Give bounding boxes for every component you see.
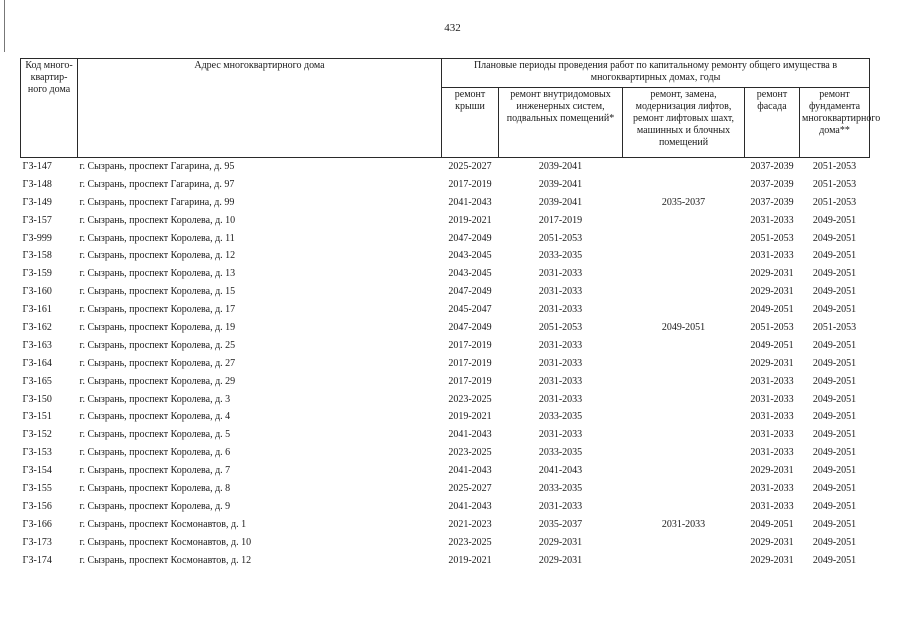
table-row [21, 408, 870, 426]
cell-elevators [623, 283, 745, 301]
cell-facade: 2049-2051 [750, 339, 794, 351]
cell-internal-systems: 2031-2033 [538, 304, 583, 316]
cell-foundation: 2049-2051 [812, 393, 857, 405]
cell-address: г. Сызрань, проспект Королева, д. 27 [79, 357, 236, 369]
cell-elevators [623, 301, 745, 319]
cell-address: г. Сызрань, проспект Королева, д. 8 [79, 482, 231, 494]
cell-address: г. Сызрань, проспект Гагарина, д. 95 [79, 160, 235, 172]
table-row [21, 426, 870, 444]
cell-code: ГЗ-999 [22, 232, 52, 244]
table-row [21, 480, 870, 498]
cell-internal-systems: 2039-2041 [538, 196, 583, 208]
cell-internal-systems: 2031-2033 [538, 339, 583, 351]
cell-address: г. Сызрань, проспект Космонавтов, д. 1 [79, 518, 247, 530]
cell-foundation: 2049-2051 [812, 518, 857, 530]
cell-internal-systems: 2029-2031 [538, 536, 583, 548]
table-row [21, 176, 870, 194]
cell-foundation: 2049-2051 [812, 375, 857, 387]
cell-code: ГЗ-155 [22, 482, 52, 494]
cell-elevators [623, 408, 745, 426]
cell-elevators [623, 265, 745, 283]
cell-address: г. Сызрань, проспект Королева, д. 4 [79, 411, 231, 423]
header-internal-systems: ремонт внутридомовых инженерных систем, подвальных помещений* [499, 88, 623, 158]
cell-roof: 2023-2025 [448, 447, 492, 459]
table-row [21, 534, 870, 552]
cell-roof: 2019-2021 [448, 411, 492, 423]
cell-foundation: 2051-2053 [812, 160, 857, 172]
cell-foundation: 2049-2051 [812, 429, 857, 441]
cell-foundation: 2049-2051 [812, 214, 857, 226]
cell-code: ГЗ-162 [22, 321, 52, 333]
cell-facade: 2031-2033 [750, 214, 794, 226]
cell-elevators [623, 426, 745, 444]
cell-roof: 2019-2021 [448, 554, 492, 566]
cell-internal-systems: 2031-2033 [538, 429, 583, 441]
cell-code: ГЗ-166 [22, 518, 52, 530]
cell-facade: 2031-2033 [750, 429, 794, 441]
header-code: Код много-квартир-ного дома [21, 59, 78, 158]
cell-address: г. Сызрань, проспект Королева, д. 15 [79, 286, 236, 298]
cell-roof: 2023-2025 [448, 536, 492, 548]
cell-code: ГЗ-153 [22, 447, 52, 459]
cell-elevators [623, 444, 745, 462]
cell-code: ГЗ-164 [22, 357, 52, 369]
cell-address: г. Сызрань, проспект Королева, д. 17 [79, 304, 236, 316]
header-elevators: ремонт, замена, модернизация лифтов, ремонт лифтовых шахт, машинных и блочных помещений [623, 88, 745, 158]
cell-internal-systems: 2051-2053 [538, 232, 583, 244]
cell-code: ГЗ-159 [22, 268, 52, 280]
cell-facade: 2029-2031 [750, 554, 794, 566]
cell-address: г. Сызрань, проспект Космонавтов, д. 12 [79, 554, 252, 566]
cell-roof: 2025-2027 [448, 482, 492, 494]
table-row [21, 462, 870, 480]
cell-facade: 2031-2033 [750, 375, 794, 387]
cell-facade: 2029-2031 [750, 268, 794, 280]
cell-foundation: 2049-2051 [812, 304, 857, 316]
cell-roof: 2047-2049 [448, 286, 492, 298]
cell-internal-systems: 2031-2033 [538, 500, 583, 512]
cell-foundation: 2049-2051 [812, 357, 857, 369]
table-body [21, 158, 870, 570]
table-row [21, 247, 870, 265]
cell-code: ГЗ-157 [22, 214, 52, 226]
cell-facade: 2031-2033 [750, 411, 794, 423]
cell-internal-systems: 2017-2019 [538, 214, 583, 226]
cell-address: г. Сызрань, проспект Королева, д. 29 [79, 375, 236, 387]
cell-elevators [623, 230, 745, 248]
cell-roof: 2025-2027 [448, 160, 492, 172]
cell-code: ГЗ-154 [22, 465, 52, 477]
cell-internal-systems: 2051-2053 [538, 321, 583, 333]
cell-elevators [623, 373, 745, 391]
cell-foundation: 2049-2051 [812, 339, 857, 351]
table-row [21, 283, 870, 301]
table-row [21, 301, 870, 319]
cell-foundation: 2049-2051 [812, 482, 857, 494]
cell-facade: 2031-2033 [750, 250, 794, 262]
cell-elevators [623, 337, 745, 355]
cell-foundation: 2049-2051 [812, 447, 857, 459]
cell-foundation: 2049-2051 [812, 250, 857, 262]
cell-roof: 2047-2049 [448, 321, 492, 333]
table-row [21, 444, 870, 462]
cell-code: ГЗ-160 [22, 286, 52, 298]
cell-internal-systems: 2029-2031 [538, 554, 583, 566]
cell-facade: 2029-2031 [750, 357, 794, 369]
cell-address: г. Сызрань, проспект Королева, д. 9 [79, 500, 231, 512]
cell-address: г. Сызрань, проспект Королева, д. 12 [79, 250, 236, 262]
cell-address: г. Сызрань, проспект Космонавтов, д. 10 [79, 536, 252, 548]
cell-elevators: 2049-2051 [661, 321, 706, 333]
table-row [21, 498, 870, 516]
cell-foundation: 2049-2051 [812, 554, 857, 566]
cell-address: г. Сызрань, проспект Королева, д. 10 [79, 214, 236, 226]
cell-code: ГЗ-163 [22, 339, 52, 351]
cell-elevators [623, 534, 745, 552]
cell-facade: 2031-2033 [750, 447, 794, 459]
cell-internal-systems: 2039-2041 [538, 178, 583, 190]
cell-internal-systems: 2031-2033 [538, 357, 583, 369]
cell-address: г. Сызрань, проспект Королева, д. 19 [79, 321, 236, 333]
header-address: Адрес многоквартирного дома [78, 59, 442, 158]
cell-internal-systems: 2031-2033 [538, 286, 583, 298]
cell-code: ГЗ-147 [22, 160, 52, 172]
cell-internal-systems: 2039-2041 [538, 160, 583, 172]
cell-address: г. Сызрань, проспект Королева, д. 25 [79, 339, 236, 351]
cell-code: ГЗ-165 [22, 375, 52, 387]
cell-roof: 2017-2019 [448, 375, 492, 387]
cell-code: ГЗ-149 [22, 196, 52, 208]
capital-repair-schedule-table [20, 58, 881, 569]
cell-internal-systems: 2031-2033 [538, 393, 583, 405]
cell-internal-systems: 2033-2035 [538, 411, 583, 423]
table-row [21, 194, 870, 212]
cell-internal-systems: 2033-2035 [538, 482, 583, 494]
cell-foundation: 2049-2051 [812, 268, 857, 280]
cell-roof: 2017-2019 [448, 357, 492, 369]
cell-address: г. Сызрань, проспект Королева, д. 11 [79, 232, 235, 244]
cell-elevators [623, 552, 745, 570]
cell-address: г. Сызрань, проспект Королева, д. 13 [79, 268, 236, 280]
table-row [21, 265, 870, 283]
cell-foundation: 2049-2051 [812, 286, 857, 298]
header-roof: ремонт крыши [442, 88, 499, 158]
cell-internal-systems: 2033-2035 [538, 250, 583, 262]
cell-facade: 2029-2031 [750, 536, 794, 548]
cell-elevators [623, 391, 745, 409]
cell-code: ГЗ-151 [22, 411, 52, 423]
cell-internal-systems: 2031-2033 [538, 375, 583, 387]
cell-facade: 2031-2033 [750, 500, 794, 512]
cell-elevators [623, 480, 745, 498]
cell-foundation: 2051-2053 [812, 178, 857, 190]
cell-roof: 2021-2023 [448, 518, 492, 530]
cell-address: г. Сызрань, проспект Королева, д. 3 [79, 393, 231, 405]
cell-roof: 2041-2043 [448, 196, 492, 208]
cell-address: г. Сызрань, проспект Королева, д. 7 [79, 465, 231, 477]
cell-roof: 2045-2047 [448, 304, 492, 316]
cell-foundation: 2049-2051 [812, 536, 857, 548]
cell-elevators [623, 498, 745, 516]
cell-roof: 2047-2049 [448, 232, 492, 244]
cell-internal-systems: 2041-2043 [538, 465, 583, 477]
cell-code: ГЗ-174 [22, 554, 52, 566]
cell-elevators [623, 462, 745, 480]
table-row [21, 552, 870, 570]
table-header-row [21, 59, 870, 88]
cell-internal-systems: 2033-2035 [538, 447, 583, 459]
table-row [21, 337, 870, 355]
table-row [21, 355, 870, 373]
cell-code: ГЗ-150 [22, 393, 52, 405]
cell-elevators [623, 158, 745, 176]
cell-facade: 2031-2033 [750, 482, 794, 494]
cell-code: ГЗ-158 [22, 250, 52, 262]
cell-address: г. Сызрань, проспект Королева, д. 5 [79, 429, 231, 441]
cell-roof: 2041-2043 [448, 500, 492, 512]
cell-foundation: 2049-2051 [812, 465, 857, 477]
cell-roof: 2017-2019 [448, 178, 492, 190]
table-row [21, 230, 870, 248]
cell-facade: 2049-2051 [750, 304, 794, 316]
cell-facade: 2037-2039 [750, 196, 794, 208]
cell-foundation: 2049-2051 [812, 500, 857, 512]
table-row [21, 158, 870, 176]
cell-address: г. Сызрань, проспект Гагарина, д. 97 [79, 178, 235, 190]
cell-roof: 2043-2045 [448, 250, 492, 262]
cell-elevators [623, 355, 745, 373]
table-row [21, 373, 870, 391]
cell-address: г. Сызрань, проспект Королева, д. 6 [79, 447, 231, 459]
table-row [21, 516, 870, 534]
cell-facade: 2051-2053 [750, 321, 794, 333]
cell-facade: 2031-2033 [750, 393, 794, 405]
table-row [21, 212, 870, 230]
cell-foundation: 2049-2051 [812, 232, 857, 244]
cell-roof: 2041-2043 [448, 429, 492, 441]
page-number: 432 [444, 22, 461, 34]
cell-code: ГЗ-152 [22, 429, 52, 441]
cell-code: ГЗ-161 [22, 304, 52, 316]
cell-foundation: 2051-2053 [812, 321, 857, 333]
cell-foundation: 2051-2053 [812, 196, 857, 208]
cell-code: ГЗ-156 [22, 500, 52, 512]
cell-elevators [623, 212, 745, 230]
cell-internal-systems: 2035-2037 [538, 518, 583, 530]
cell-facade: 2029-2031 [750, 286, 794, 298]
cell-code: ГЗ-173 [22, 536, 52, 548]
cell-internal-systems: 2031-2033 [538, 268, 583, 280]
cell-elevators [623, 247, 745, 265]
cell-elevators: 2035-2037 [661, 196, 706, 208]
cell-facade: 2037-2039 [750, 160, 794, 172]
cell-facade: 2029-2031 [750, 465, 794, 477]
cell-roof: 2043-2045 [448, 268, 492, 280]
cell-elevators: 2031-2033 [661, 518, 706, 530]
header-planned-periods: Плановые периоды проведения работ по капитальному ремонту общего имущества в многоквартирных домах, годы [442, 59, 870, 88]
cell-roof: 2017-2019 [448, 339, 492, 351]
cell-elevators [623, 176, 745, 194]
cell-facade: 2037-2039 [750, 178, 794, 190]
table-row [21, 319, 870, 337]
cell-facade: 2051-2053 [750, 232, 794, 244]
cell-address: г. Сызрань, проспект Гагарина, д. 99 [79, 196, 235, 208]
cell-foundation: 2049-2051 [812, 411, 857, 423]
cell-facade: 2049-2051 [750, 518, 794, 530]
cell-roof: 2019-2021 [448, 214, 492, 226]
cell-roof: 2023-2025 [448, 393, 492, 405]
table-row [21, 391, 870, 409]
header-foundation: ремонт фундамента многоквартирного дома** [800, 88, 870, 158]
cell-code: ГЗ-148 [22, 178, 52, 190]
cell-roof: 2041-2043 [448, 465, 492, 477]
header-facade: ремонт фасада [745, 88, 800, 158]
